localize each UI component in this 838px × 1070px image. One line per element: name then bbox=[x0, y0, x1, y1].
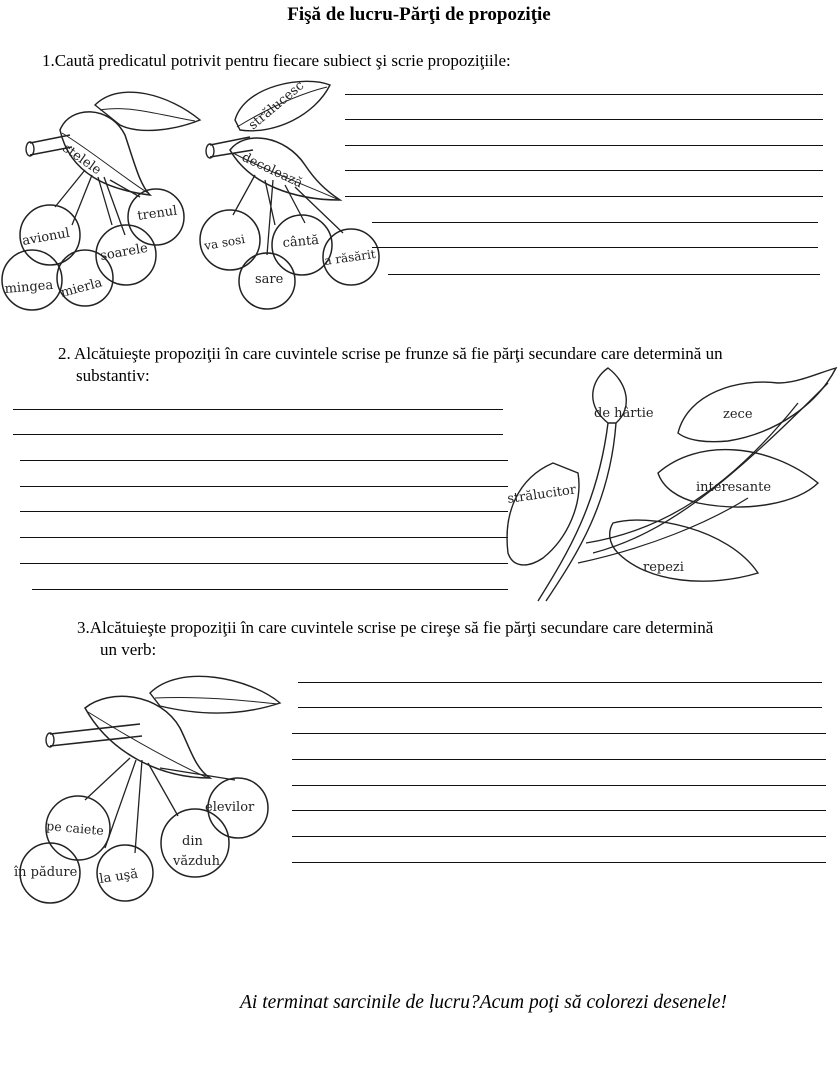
leaf-word-3: strălucitor bbox=[506, 482, 577, 507]
predicate-word-5: cântă bbox=[282, 232, 320, 251]
writing-line[interactable] bbox=[292, 810, 826, 811]
cherry-word-6: la uşă bbox=[98, 866, 140, 887]
subject-word-4: mierla bbox=[59, 275, 104, 301]
predicate-cherries-drawing bbox=[195, 75, 395, 315]
writing-line[interactable] bbox=[292, 759, 826, 760]
task3-instruction-line1: 3.Alcătuieşte propoziţii în care cuvintele scrise pe cireşe să fie părţi secundare care determină bbox=[77, 618, 714, 637]
writing-line[interactable] bbox=[345, 119, 823, 120]
writing-line[interactable] bbox=[388, 274, 820, 275]
closing-message: Ai terminat sarcinile de lucru?Acum poţi să colorezi desenele! bbox=[240, 992, 728, 1013]
writing-line[interactable] bbox=[292, 862, 826, 863]
writing-line[interactable] bbox=[372, 222, 818, 223]
subject-cherries-drawing bbox=[0, 75, 200, 315]
writing-line[interactable] bbox=[20, 486, 508, 487]
task1-instruction: 1.Caută predicatul potrivit pentru fiecare subiect şi scrie propoziţiile: bbox=[42, 51, 511, 70]
task2-instruction-line2: substantiv: bbox=[76, 366, 150, 385]
predicate-word-2: decolează bbox=[239, 150, 305, 192]
writing-line[interactable] bbox=[292, 785, 826, 786]
writing-line[interactable] bbox=[13, 434, 503, 435]
predicate-word-4: sare bbox=[255, 272, 284, 287]
writing-line[interactable] bbox=[345, 94, 823, 95]
writing-line[interactable] bbox=[345, 170, 823, 171]
writing-line[interactable] bbox=[372, 247, 818, 248]
task2-instruction-line1: 2. Alcătuieşte propoziţii în care cuvintele scrise pe frunze să fie părţi secundare care determină un bbox=[58, 344, 723, 363]
writing-line[interactable] bbox=[298, 707, 822, 708]
leaf-branch-drawing bbox=[498, 363, 838, 603]
subject-word-3: mingea bbox=[4, 277, 54, 297]
leaf-word-4: interesante bbox=[696, 480, 772, 495]
writing-line[interactable] bbox=[292, 836, 826, 837]
subject-word-2: avionul bbox=[21, 225, 71, 249]
subject-word-1: stelele bbox=[59, 140, 104, 179]
leaf-word-5: repezi bbox=[643, 560, 684, 575]
writing-line[interactable] bbox=[345, 145, 823, 146]
cherry-word-1: pe caiete bbox=[45, 818, 105, 839]
leaf-word-2: zece bbox=[723, 407, 753, 422]
writing-line[interactable] bbox=[292, 733, 826, 734]
writing-line[interactable] bbox=[20, 537, 508, 538]
subject-word-5: soarele bbox=[99, 240, 149, 264]
task3-instruction-line2: un verb: bbox=[100, 640, 157, 659]
cherry-word-3: din bbox=[182, 834, 203, 849]
predicate-word-6: a răsărit bbox=[323, 246, 377, 268]
adverbial-cherries-drawing bbox=[10, 668, 300, 903]
writing-line[interactable] bbox=[13, 409, 503, 410]
cherry-word-5: în pădure bbox=[14, 865, 78, 880]
writing-line[interactable] bbox=[345, 196, 823, 197]
subject-word-6: trenul bbox=[136, 203, 179, 224]
writing-line[interactable] bbox=[32, 589, 508, 590]
writing-line[interactable] bbox=[20, 563, 508, 564]
writing-line[interactable] bbox=[20, 511, 508, 512]
worksheet-title: Fişă de lucru-Părţi de propoziţie bbox=[287, 4, 551, 25]
writing-line[interactable] bbox=[20, 460, 508, 461]
cherry-word-4: văzduh bbox=[173, 854, 221, 869]
leaf-word-1: de hârtie bbox=[594, 406, 654, 421]
cherry-word-2: elevilor bbox=[205, 800, 255, 815]
writing-line[interactable] bbox=[298, 682, 822, 683]
predicate-word-3: va sosi bbox=[203, 232, 247, 253]
predicate-word-1: strălucesc bbox=[245, 78, 308, 134]
